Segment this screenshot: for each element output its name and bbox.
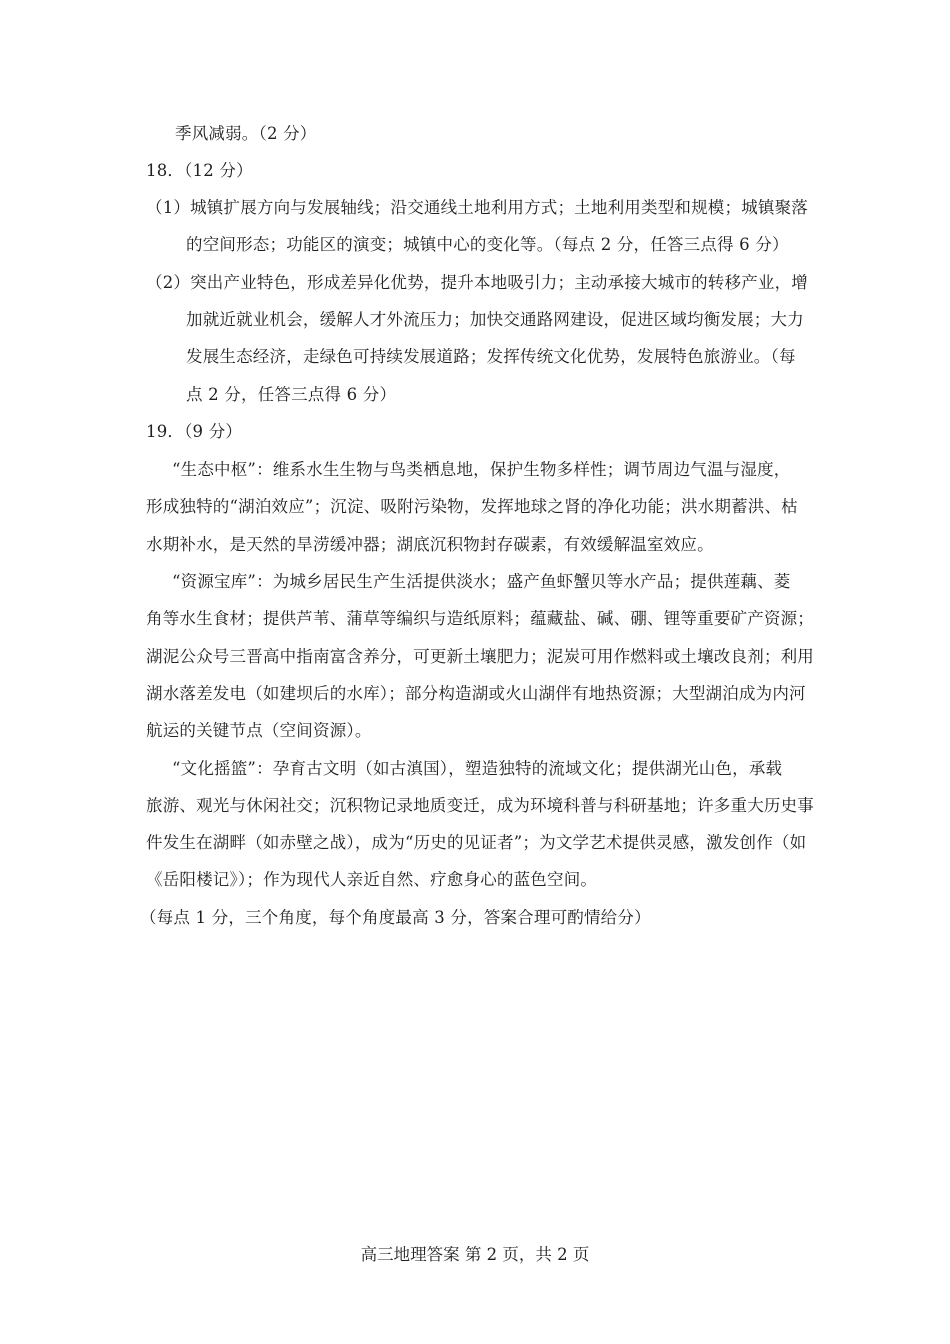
question-18-header: 18．（12 分）	[146, 161, 253, 180]
q19-para2-line-2: 角等水生食材；提供芦苇、蒲草等编织与造纸原料；蕴藏盐、碱、硼、锂等重要矿产资源；	[146, 609, 814, 628]
q19-para1-line-3: 水期补水，是天然的旱涝缓冲器；湖底沉积物封存碳素，有效缓解温室效应。	[146, 535, 714, 554]
q19-para2-line-4: 湖水落差发电（如建坝后的水库）；部分构造湖或火山湖伴有地热资源；大型湖泊成为内河	[146, 684, 806, 703]
q19-para2-line-3: 湖泥公众号三晋高中指南富含养分，可更新土壤肥力；泥炭可用作燃料或土壤改良剂；利用	[146, 647, 814, 666]
page-footer: 高三地理答案 第 2 页，共 2 页	[360, 1245, 590, 1264]
q19-para3-line-2: 旅游、观光与休闲社交；沉积物记录地质变迁，成为环境科普与科研基地；许多重大历史事	[146, 796, 814, 815]
q19-para3-line-1: “文化摇篮”：孕育古文明（如古滇国），塑造独特的流域文化；提供湖光山色，承载	[172, 759, 783, 778]
q19-para1-line-2: 形成独特的“湖泊效应”；沉淀、吸附污染物，发挥地球之肾的净化功能；洪水期蓄洪、枯	[146, 497, 798, 516]
q19-para2-line-5: 航运的关键节点（空间资源）。	[146, 721, 372, 740]
q18-part1-line-2: 的空间形态；功能区的演变；城镇中心的变化等。（每点 2 分，任答三点得 6 分）	[186, 235, 789, 254]
q19-para3-line-3: 件发生在湖畔（如赤壁之战），成为“历史的见证者”；为文学艺术提供灵感，激发创作（如	[146, 833, 807, 852]
continuation-line: 季风减弱。（2 分）	[175, 124, 317, 143]
q18-part2-line-2: 加就近就业机会，缓解人才外流压力；加快交通路网建设，促进区域均衡发展；大力	[186, 310, 804, 329]
q18-part2-line-3: 发展生态经济，走绿色可持续发展道路；发挥传统文化优势，发展特色旅游业。（每	[186, 347, 796, 366]
q19-para1-line-1: “生态中枢”：维系水生生物与鸟类栖息地，保护生物多样性；调节周边气温与湿度，	[172, 460, 791, 479]
q18-part1-line-1: （1）城镇扩展方向与发展轴线；沿交通线土地利用方式；土地利用类型和规模；城镇聚落	[146, 198, 808, 217]
q18-part2-line-4: 点 2 分，任答三点得 6 分）	[186, 385, 397, 404]
q18-part2-line-1: （2）突出产业特色，形成差异化优势，提升本地吸引力；主动承接大城市的转移产业，增	[146, 273, 808, 292]
q19-para3-line-4: 《岳阳楼记》）；作为现代人亲近自然、疗愈身心的蓝色空间。	[146, 870, 598, 889]
q19-scoring-note: （每点 1 分，三个角度，每个角度最高 3 分，答案合理可酌情给分）	[140, 908, 651, 927]
q19-para2-line-1: “资源宝库”：为城乡居民生产生活提供淡水；盛产鱼虾蟹贝等水产品；提供莲藕、菱	[172, 572, 791, 591]
question-19-header: 19．（9 分）	[146, 422, 243, 441]
